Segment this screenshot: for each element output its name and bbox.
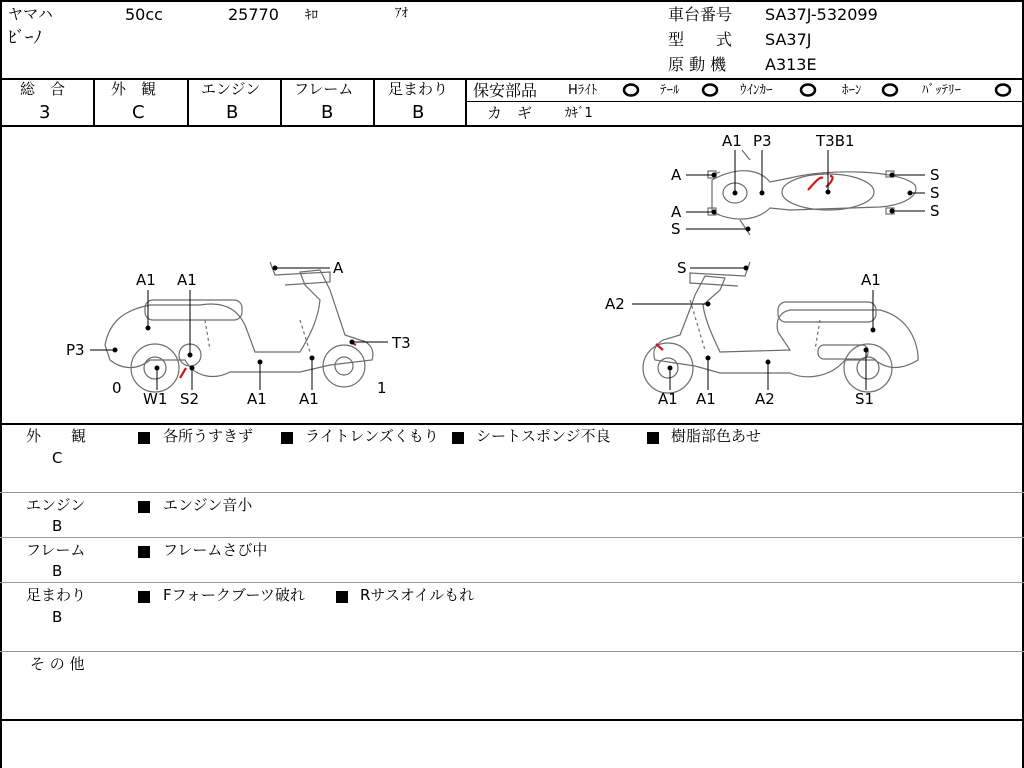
remark-suspension-item-1: Fフォークブーツ破れ <box>163 586 305 604</box>
remark-exterior-item-4: 樹脂部色あせ <box>671 427 762 445</box>
exterior-label: 外 観 <box>111 80 157 98</box>
engine-model-value: A313E <box>765 55 817 74</box>
top-label-s4: S <box>671 220 681 238</box>
frame-grade: B <box>321 102 334 123</box>
left-label-w1: W1 <box>143 390 168 408</box>
top-label-a1: A1 <box>722 132 742 150</box>
right-label-s1: S1 <box>855 390 875 408</box>
top-label-t3b1: T3B1 <box>816 132 855 150</box>
bullet-icon <box>281 432 293 444</box>
remark-suspension-label: 足まわり <box>26 586 87 604</box>
top-label-a-lower: A <box>671 203 682 221</box>
remark-other-label: そ の 他 <box>30 655 85 673</box>
suspension-grade: B <box>412 102 425 123</box>
top-label-a-upper: A <box>671 166 682 184</box>
remark-exterior-label: 外 観 <box>26 427 87 445</box>
mileage-unit: ｷﾛ <box>305 8 318 23</box>
remark-suspension-grade: B <box>52 608 63 626</box>
top-label-s3: S <box>930 202 940 220</box>
remark-engine-item-1: エンジン音小 <box>163 496 253 514</box>
safety-horn: ﾎｰﾝ <box>842 83 862 98</box>
type-label: 型 式 <box>668 30 733 49</box>
right-label-a1-body: A1 <box>861 271 881 289</box>
bullet-icon <box>138 591 150 603</box>
safety-headlight: Hﾗｲﾄ <box>568 83 598 98</box>
left-label-p3: P3 <box>66 341 85 359</box>
remark-frame-item-1: フレームさび中 <box>163 541 268 559</box>
bullet-icon <box>138 546 150 558</box>
suspension-grade-label: 足まわり <box>388 80 449 98</box>
right-label-a2-leg: A2 <box>605 295 625 313</box>
frame-grade-label: フレーム <box>294 80 354 98</box>
safety-label: 保安部品 <box>473 81 538 100</box>
right-label-s: S <box>677 259 687 277</box>
engine-grade: B <box>226 102 239 123</box>
type-value: SA37J <box>765 30 812 49</box>
remark-exterior-item-2: ライトレンズくもり <box>305 427 439 445</box>
remark-exterior-item-3: シートスポンジ不良 <box>476 427 611 445</box>
remark-exterior-item-1: 各所うすきず <box>163 427 254 445</box>
safety-tail: ﾃｰﾙ <box>660 83 680 98</box>
engine-grade-label: エンジン <box>201 80 261 98</box>
right-label-a1-front: A1 <box>696 390 716 408</box>
key-value: ｶｷﾞ1 <box>565 106 593 121</box>
bullet-icon <box>336 591 348 603</box>
bullet-icon <box>647 432 659 444</box>
frame-no: SA37J-532099 <box>765 5 878 24</box>
remark-suspension-item-2: Rサスオイルもれ <box>360 586 475 604</box>
overall-grade: 3 <box>39 102 51 123</box>
remark-frame-grade: B <box>52 562 63 580</box>
right-label-a2-floor: A2 <box>755 390 775 408</box>
remark-frame-label: フレーム <box>26 541 86 559</box>
maker: ヤマハ <box>8 5 53 23</box>
overall-label: 総 合 <box>20 80 66 98</box>
left-label-a1-seat: A1 <box>136 271 156 289</box>
top-label-s1: S <box>930 166 940 184</box>
left-label-a1-floor: A1 <box>247 390 267 408</box>
left-label-1: 1 <box>377 379 387 397</box>
bullet-icon <box>452 432 464 444</box>
mileage: 25770 <box>228 5 279 24</box>
remark-engine-label: エンジン <box>26 496 86 514</box>
remark-exterior-grade: C <box>52 449 63 467</box>
left-label-s2: S2 <box>180 390 200 408</box>
remark-engine-grade: B <box>52 517 63 535</box>
bullet-icon <box>138 432 150 444</box>
left-label-t3: T3 <box>392 334 411 352</box>
displacement: 50cc <box>125 5 163 24</box>
safety-winker: ｳｲﾝｶｰ <box>740 83 773 98</box>
exterior-grade: C <box>132 102 145 123</box>
top-label-s2: S <box>930 184 940 202</box>
model-name: ﾋﾞｰﾉ <box>8 28 42 48</box>
bullet-icon <box>138 501 150 513</box>
left-label-a1-body: A1 <box>177 271 197 289</box>
safety-battery: ﾊﾞｯﾃﾘｰ <box>922 83 961 98</box>
body-color: ｱｵ <box>395 6 408 21</box>
key-label: カ ギ <box>487 104 533 122</box>
right-label-a1-wheel: A1 <box>658 390 678 408</box>
top-label-p3: P3 <box>753 132 772 150</box>
left-label-a1-front: A1 <box>299 390 319 408</box>
left-label-0: 0 <box>112 379 122 397</box>
left-label-a-handle: A <box>333 259 344 277</box>
frame-no-label: 車台番号 <box>668 5 733 24</box>
engine-model-label: 原 動 機 <box>668 55 727 74</box>
